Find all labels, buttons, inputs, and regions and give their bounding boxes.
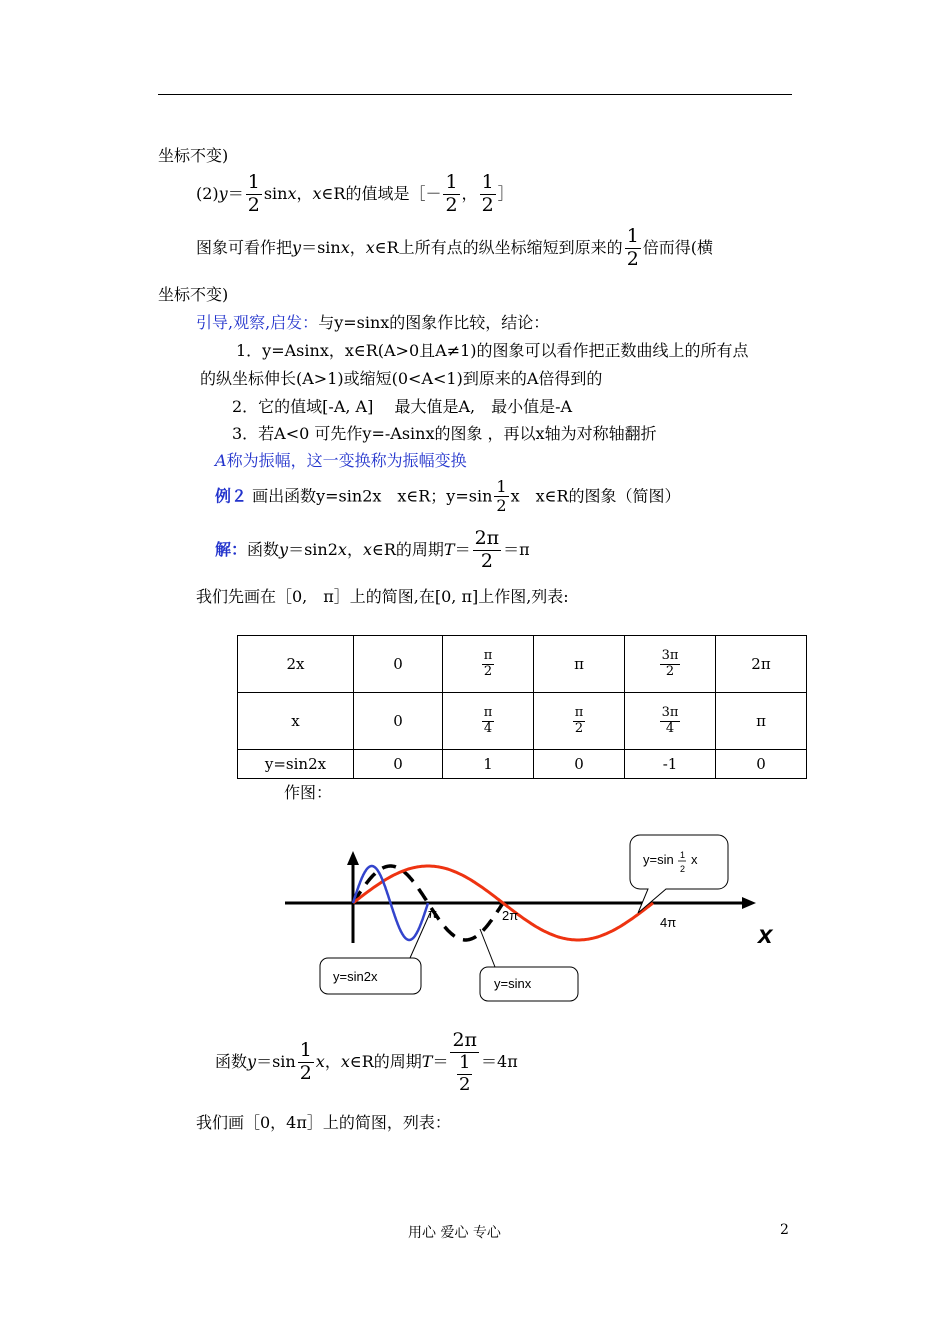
table-cell: 0 [354,636,443,693]
callout-sin-half-x [630,835,728,913]
table-cell: x [238,693,354,750]
table-cell: $\frac{3\pi}{4}$ [625,693,716,750]
table-cell: 0 [354,750,443,779]
text-line-4: 坐标不变) [158,285,229,304]
table-cell: 0 [534,750,625,779]
text-line-3: 图象可看作把y＝sinx，x∈R上所有点的纵坐标缩短到原来的 $\frac{1}{2}$ 倍而得(横 [196,225,714,270]
fraction: $\frac{1}{2}$ [481,171,494,216]
svg-text:x: x [691,852,698,867]
sine-graph [270,825,790,1010]
table-cell: π [716,693,807,750]
table-row [238,750,807,779]
conclusion-1b: 的纵坐标伸长(A>1)或缩短(0<A<1)到原来的A倍得到的 [200,369,603,388]
tick-2pi: 2π [502,908,519,923]
header-rule [158,94,792,95]
y-axis-arrow [347,851,359,865]
table-cell: $\frac{\pi}{4}$ [443,693,534,750]
table-cell: $\frac{\pi}{2}$ [443,636,534,693]
text-first-draw: 我们先画在［0, π］上的简图,在[0, π]上作图,列表: [196,587,569,606]
svg-text:1: 1 [680,850,686,860]
text-line-2: (2)y＝ $\frac{1}{2}$ sinx，x∈R的值域是［－ $\frac{1}{2}$ ， $\frac{1}{2}$ ］ [196,171,514,216]
fraction: $\frac{1}{2}$ [299,1039,312,1085]
table-cell: π [534,636,625,693]
table-cell: $\frac{3\pi}{2}$ [625,636,716,693]
zuotu-label: 作图： [284,783,333,802]
compound-fraction: $\frac{2\pi}{\frac{1}{2}}$ [452,1029,478,1095]
conclusion-2: 2．它的值域[-A, A] 最大值是A, 最小值是-A [232,397,573,416]
svg-text:y=sin2x: y=sin2x [333,969,378,984]
value-table [237,635,807,779]
table-cell: 0 [716,750,807,779]
solution-line: 解：函数y＝sin2x，x∈R的周期T＝ $\frac{2\pi}{2}$ ＝π [215,527,530,572]
x-axis-label: x [758,919,773,949]
table-row [238,636,807,693]
conclusion-1a: 1．y=Asinx，x∈R(A>0且A≠1)的图象可以看作把正数曲线上的所有点 [236,341,749,360]
guide-line: 引导,观察,启发：与y=sinx的图象作比较，结论： [196,313,550,332]
fraction: $\frac{1}{2}$ [445,171,458,216]
footer-text: 用心 爱心 专心 [408,1225,501,1241]
callout-sin2x [320,913,430,994]
text-last: 我们画［0，4π］上的简图，列表： [196,1113,451,1132]
table-row [238,693,807,750]
fraction: $\frac{1}{2}$ [496,477,507,516]
amplitude-note: A称为振幅，这一变换称为振幅变换 [215,451,467,470]
conclusion-3: 3．若A<0 可先作y=-Asinx的图象 ，再以x轴为对称轴翻折 [232,424,657,443]
fraction: $\frac{2\pi}{2}$ [474,527,500,572]
callout-sinx [480,929,578,1001]
example-2: 例２ 画出函数y=sin2x x∈R；y=sin $\frac{1}{2}$ x x∈R的图象（简图） [215,477,681,516]
table-cell: y=sin2x [238,750,354,779]
fraction: $\frac{1}{2}$ [247,171,260,216]
period-half-line: 函数y＝sin $\frac{1}{2}$ x，x∈R的周期T＝ $\frac{2\pi}{\frac{1}{2}}$ ＝4π [215,1029,518,1095]
table-cell: 1 [443,750,534,779]
table-cell: -1 [625,750,716,779]
table-cell: 0 [354,693,443,750]
svg-text:y=sin: y=sin [643,852,674,867]
text-line-1: 坐标不变) [158,146,229,165]
page-number: 2 [780,1222,789,1238]
svg-text:y=sinx: y=sinx [494,976,532,991]
fraction: $\frac{1}{2}$ [626,225,639,270]
tick-pi: π [428,906,437,921]
table-cell: 2x [238,636,354,693]
tick-4pi: 4π [660,915,677,930]
table-cell: 2π [716,636,807,693]
x-axis-arrow [742,897,756,909]
table-cell: $\frac{\pi}{2}$ [534,693,625,750]
svg-text:2: 2 [680,864,686,874]
